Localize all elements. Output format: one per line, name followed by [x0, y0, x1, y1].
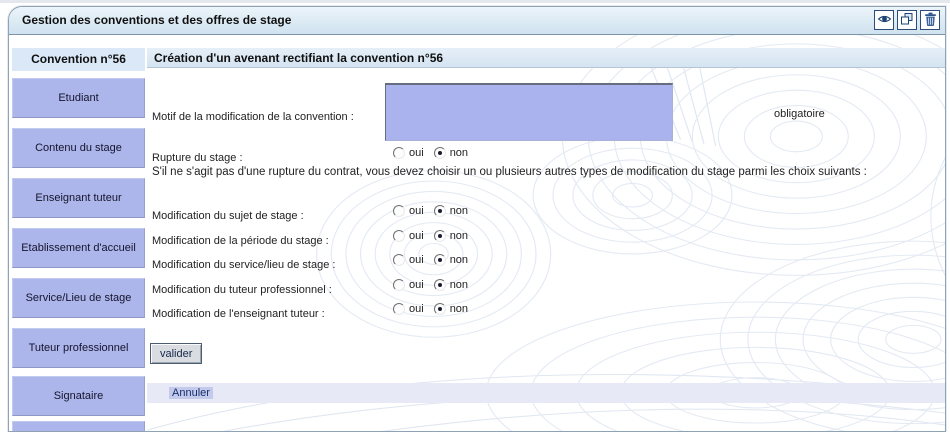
radio-label-oui: oui — [409, 254, 424, 266]
window-title: Gestion des conventions et des offres de stage — [22, 13, 291, 27]
radio-label-oui: oui — [409, 303, 424, 315]
motif-label: Motif de la modification de la convention : — [152, 111, 354, 123]
modification-periode-radio-non[interactable] — [434, 230, 446, 242]
modification-radio-group — [393, 254, 478, 266]
modification-service-radio-oui[interactable] — [393, 254, 405, 266]
titlebar-toolbar — [874, 10, 940, 30]
radio-label-non: non — [450, 147, 468, 159]
modification-enseignant-radio-non[interactable] — [434, 303, 446, 315]
sidebar-header: Convention n°56 — [12, 48, 145, 71]
sidebar-item-service-lieu-de-stage[interactable]: Service/Lieu de stage — [12, 278, 145, 318]
modification-sujet-radio-oui[interactable] — [393, 205, 405, 217]
annuler-link[interactable]: Annuler — [169, 387, 213, 399]
rupture-row — [152, 148, 243, 162]
modification-label: Modification du sujet de stage : — [152, 210, 304, 222]
eye-icon — [877, 13, 892, 28]
instruction-text: S'il ne s'agit pas d'une rupture du contrat, vous devez choisir un ou plusieurs autres types de modification du stage parmi les choix suivants : — [152, 166, 867, 178]
modification-sujet-radio-non[interactable] — [434, 205, 446, 217]
windows-icon — [900, 12, 914, 29]
modification-service-radio-non[interactable] — [434, 254, 446, 266]
sidebar-item-signataire[interactable]: Signataire — [12, 376, 145, 416]
app-window — [8, 6, 946, 432]
sidebar-item-enseignant-tuteur[interactable]: Enseignant tuteur — [12, 178, 145, 218]
rupture-radio-oui[interactable] — [393, 147, 405, 159]
modification-radio-group — [393, 303, 478, 315]
radio-label-non: non — [450, 205, 468, 217]
modification-tuteur-pro-radio-non[interactable] — [434, 279, 446, 291]
sidebar-item-partial[interactable] — [12, 421, 145, 432]
modification-periode-radio-oui[interactable] — [393, 230, 405, 242]
eye-button[interactable] — [874, 10, 894, 30]
modification-row — [152, 304, 325, 318]
valider-button[interactable]: valider — [150, 343, 202, 364]
sidebar-item-contenu-du-stage[interactable]: Contenu du stage — [12, 128, 145, 168]
sidebar-item-etablissement-d-accueil[interactable]: Etablissement d'accueil — [12, 228, 145, 268]
section-heading: Création d'un avenant rectifiant la convention n°56 — [147, 48, 945, 68]
page-edge — [0, 0, 950, 3]
modification-row — [152, 206, 304, 220]
rupture-radio-non[interactable] — [434, 147, 446, 159]
modification-label: Modification du tuteur professionnel : — [152, 284, 332, 296]
modification-label: Modification de la période du stage : — [152, 235, 329, 247]
modification-radio-group — [393, 230, 478, 242]
sidebar-item-etudiant[interactable]: Etudiant — [12, 78, 145, 118]
modification-label: Modification de l'enseignant tuteur : — [152, 308, 325, 320]
motif-row — [152, 107, 354, 121]
radio-label-non: non — [450, 254, 468, 266]
radio-label-non: non — [450, 230, 468, 242]
radio-label-oui: oui — [409, 147, 424, 159]
sidebar-item-tuteur-professionnel[interactable]: Tuteur professionnel — [12, 328, 145, 368]
radio-label-oui: oui — [409, 230, 424, 242]
title-bar — [9, 7, 945, 35]
modification-radio-group — [393, 279, 478, 291]
radio-label-non: non — [450, 279, 468, 291]
radio-label-oui: oui — [409, 279, 424, 291]
windows-button[interactable] — [897, 10, 917, 30]
modification-row — [152, 231, 329, 245]
rupture-radio-group — [393, 147, 478, 159]
modification-row — [152, 280, 332, 294]
modification-label: Modification du service/lieu de stage : — [152, 259, 335, 271]
modification-enseignant-radio-oui[interactable] — [393, 303, 405, 315]
motif-textarea[interactable] — [385, 83, 673, 141]
trash-button[interactable] — [920, 10, 940, 30]
radio-label-non: non — [450, 303, 468, 315]
modification-radio-group — [393, 205, 478, 217]
rupture-label: Rupture du stage : — [152, 152, 243, 164]
modification-row — [152, 255, 335, 269]
modification-tuteur-pro-radio-oui[interactable] — [393, 279, 405, 291]
radio-label-oui: oui — [409, 205, 424, 217]
annuler-bar — [147, 383, 945, 403]
obligatoire-note: obligatoire — [774, 108, 825, 120]
trash-icon — [924, 12, 937, 29]
